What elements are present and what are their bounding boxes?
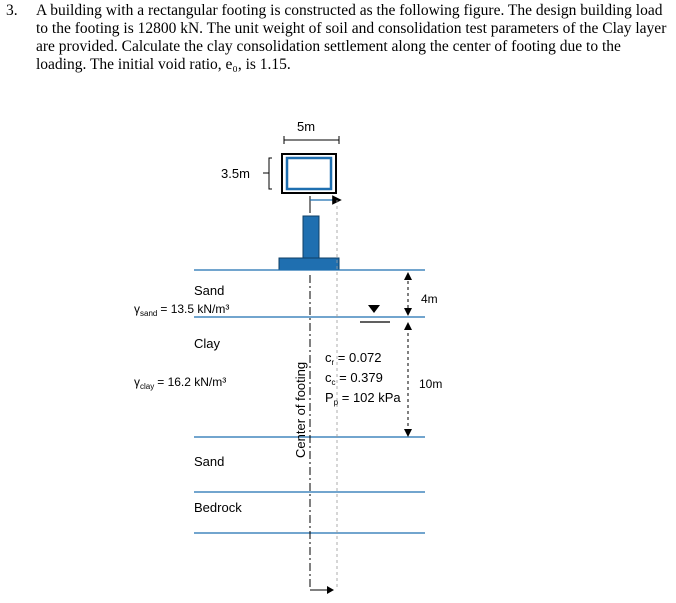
bedrock-label: Bedrock <box>194 500 242 515</box>
dimension-10m-label: 10m <box>419 377 443 391</box>
footing-plan-outer <box>282 154 336 193</box>
dimension-4m-label: 4m <box>421 292 438 306</box>
clay-label: Clay <box>194 336 221 351</box>
footing-plan-inner <box>287 158 331 189</box>
sand-bottom-label: Sand <box>194 454 225 469</box>
center-of-footing-label: Center of footing <box>293 361 308 458</box>
footing-column <box>303 216 319 260</box>
footing-plan-view <box>263 136 339 213</box>
footing-width-label: 5m <box>297 119 316 134</box>
clay-cc-param: $c_c = 0.379$ <box>325 370 383 387</box>
clay-unit-weight: $\gamma_{clay} = 16.2$ kN/m³ <box>134 375 227 391</box>
water-table-symbol <box>360 305 390 322</box>
clay-cr-param: $c_r = 0.072$ <box>325 350 382 367</box>
problem-text: A building with a rectangular footing is constructed as the following figure. The design building load to the footing is 12800 kN. The unit weight of soil and consolidation test parameters of the Clay layer are provided. Calculate the clay consolidation settlement along the center of footing due to the loading. The initial void ratio, e₀, is 1.15. <box>36 2 667 73</box>
sand-unit-weight: $\gamma_{sand} = 13.5$ kN/m³ <box>134 302 230 318</box>
footing-base <box>279 258 339 270</box>
plan-length-bracket <box>269 158 272 189</box>
footing-length-label: 3.5m <box>221 166 250 181</box>
dimension-4m <box>404 272 412 316</box>
dimension-10m <box>404 322 412 437</box>
problem-number: 3. <box>6 2 18 19</box>
sand-top-label: Sand <box>194 283 225 298</box>
clay-pp-param: $P_p = 102$ kPa <box>325 390 401 407</box>
center-line-arrowhead <box>327 586 334 594</box>
footing-section <box>279 216 339 270</box>
